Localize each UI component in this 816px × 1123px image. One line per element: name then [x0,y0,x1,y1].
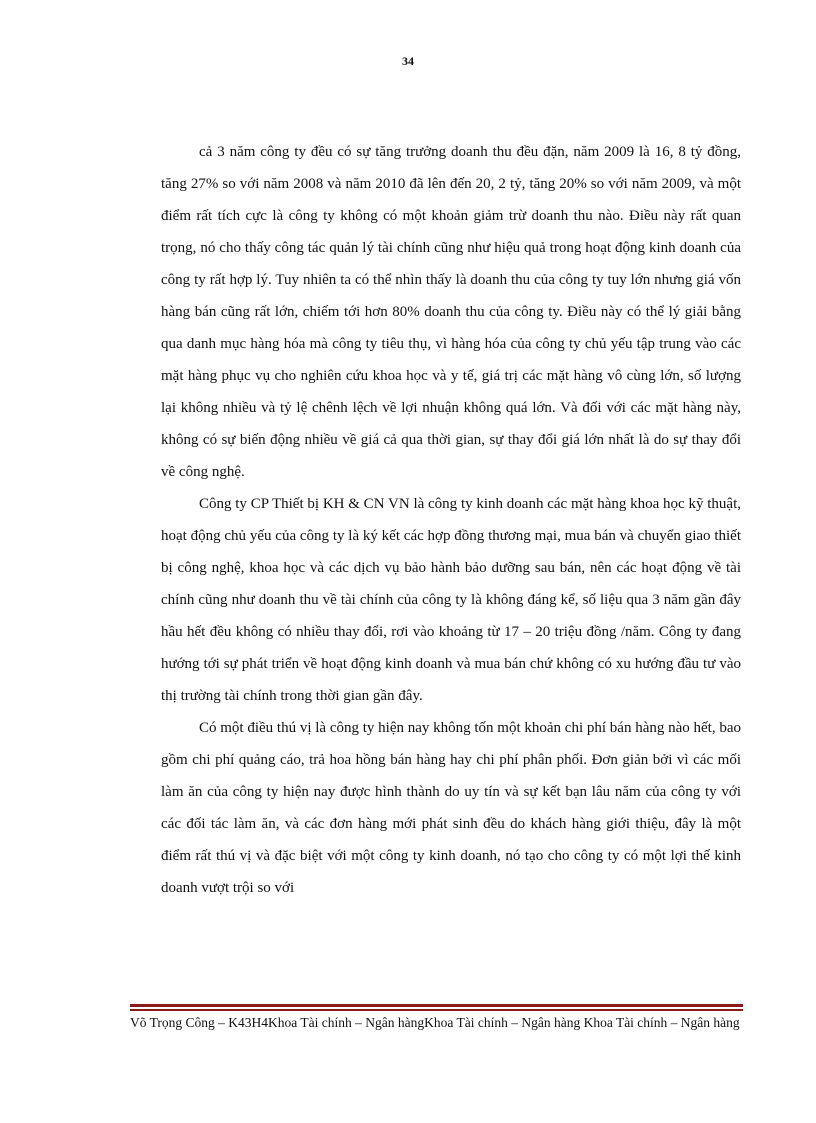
footer-divider [130,1004,743,1011]
body-text [161,136,741,904]
footer-text: Võ Trọng Công – K43H4Khoa Tài chính – Ngân hàngKhoa Tài chính – Ngân hàng Khoa Tài chính – Ngân hàng [130,1015,740,1030]
paragraph-1: cả 3 năm công ty đều có sự tăng trưởng doanh thu đều đặn, năm 2009 là 16, 8 tỷ đồng, tăng 27% so với năm 2008 và năm 2010 đã lên đến 20, 2 tỷ, tăng 20% so với năm 2009, và một điểm rất tích cực là công ty không có một khoản giảm trừ doanh thu nào. Điều này rất quan trọng, nó cho thấy công tác quản lý tài chính cũng như hiệu quả trong hoạt động kinh doanh của công ty rất hợp lý. Tuy nhiên ta có thể nhìn thấy là doanh thu của công ty tuy lớn nhưng giá vốn hàng bán cũng rất lớn, chiếm tới hơn 80% doanh thu của công ty. Điều này có thể lý giải bằng qua danh mục hàng hóa mà công ty tiêu thụ, vì hàng hóa của công ty chủ yếu tập trung vào các mặt hàng phục vụ cho nghiên cứu khoa học và y tế, giá trị các mặt hàng vô cùng lớn, số lượng lại không nhiều và tỷ lệ chênh lệch về lợi nhuận không quá lớn. Và đối với các mặt hàng này, không có sự biến động nhiều về giá cả qua thời gian, sự thay đổi giá lớn nhất là do sự thay đổi về công nghệ. [161,144,741,480]
paragraph-3: Có một điều thú vị là công ty hiện nay không tốn một khoản chi phí bán hàng nào hết, bao gồm chi phí quảng cáo, trả hoa hồng bán hàng hay chi phí phân phối. Đơn giản bởi vì các mối làm ăn của công ty hiện nay được hình thành do uy tín và sự kết bạn lâu năm của công ty với các đối tác làm ăn, và các đơn hàng mới phát sinh đều do khách hàng giới thiệu, đây là một điểm rất thú vị và đặc biệt với một công ty kinh doanh, nó tạo cho công ty có một lợi thế kinh doanh vượt trội so với [161,720,741,896]
page-number: 34 [402,54,414,68]
paragraph-2: Công ty CP Thiết bị KH & CN VN là công ty kinh doanh các mặt hàng khoa học kỹ thuật, hoạt động chủ yếu của công ty là ký kết các hợp đồng thương mại, mua bán và chuyển giao thiết bị công nghệ, khoa học và các dịch vụ bảo hành bảo dưỡng sau bán, nên các hoạt động về tài chính cũng như doanh thu về tài chính của công ty là không đáng kể, số liệu qua 3 năm gần đây hầu hết đều không có nhiều thay đổi, rơi vào khoảng từ 17 – 20 triệu đồng /năm. Công ty đang hướng tới sự phát triển về hoạt động kinh doanh và mua bán chứ không có xu hướng đầu tư vào thị trường tài chính trong thời gian gần đây. [161,496,741,704]
